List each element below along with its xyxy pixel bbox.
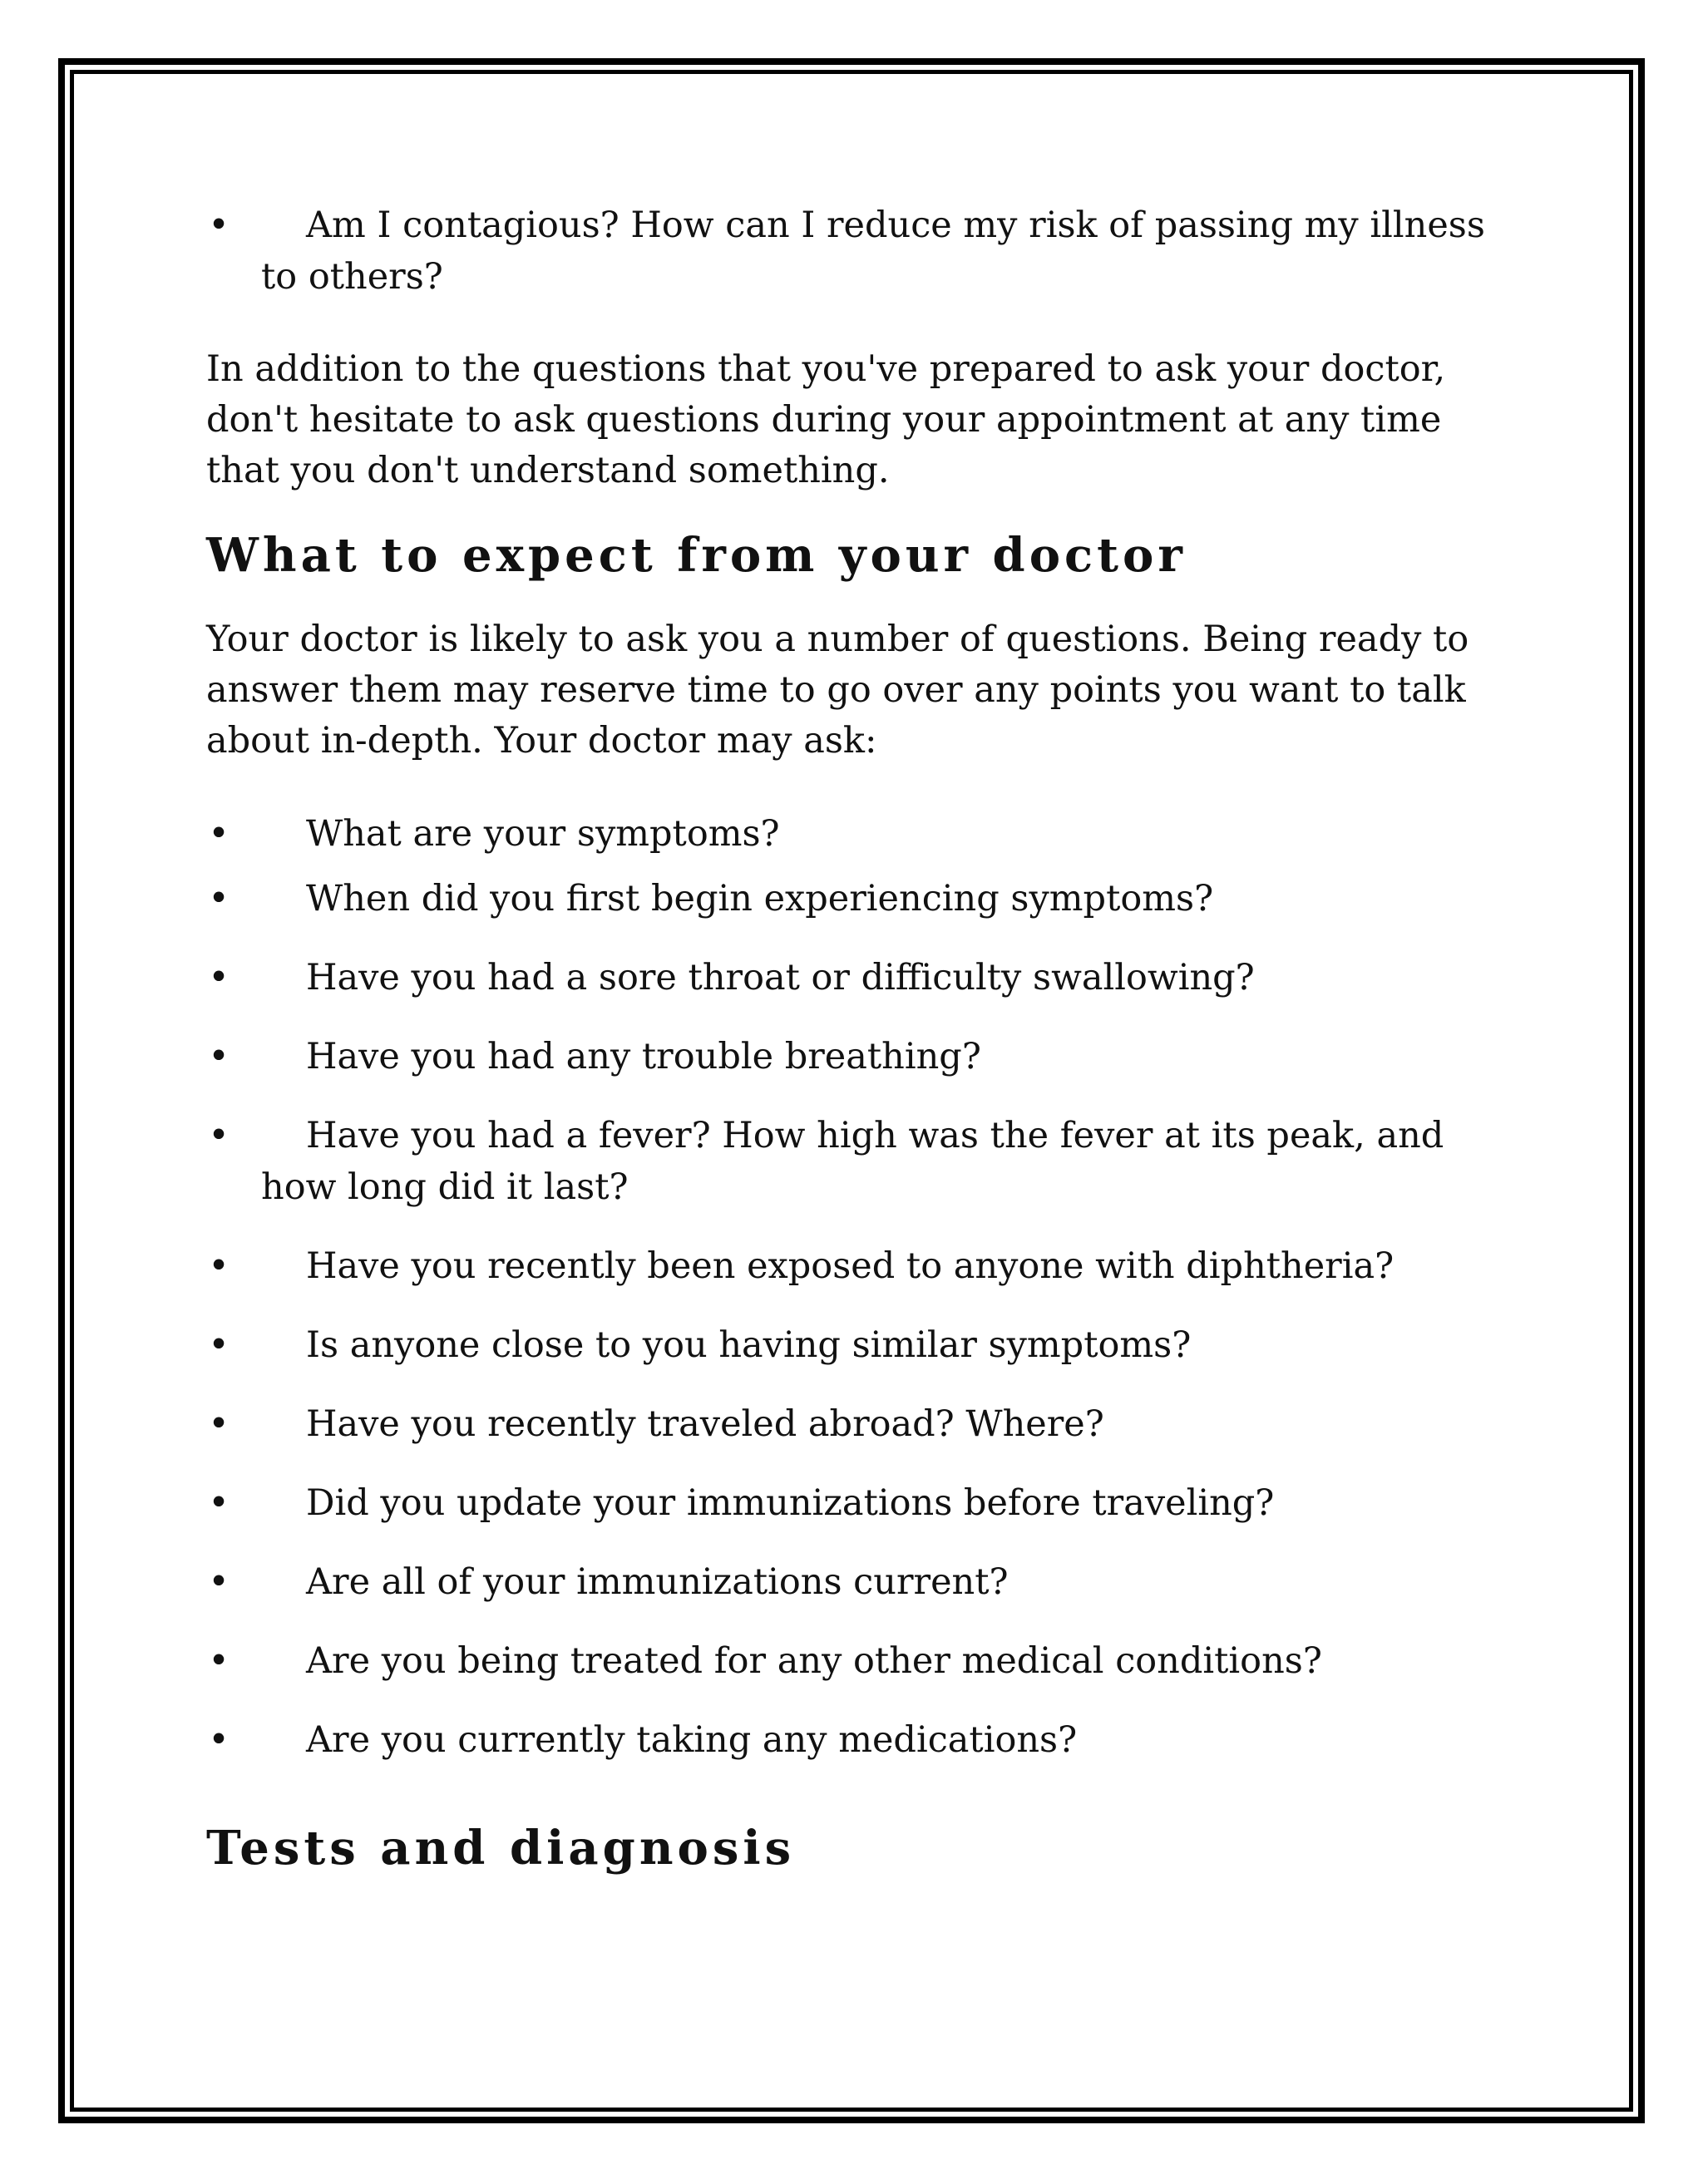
list-item [206,873,1503,924]
bullet-icon: • [208,1245,230,1287]
list-item-text: Have you had any trouble breathing? [306,1036,981,1077]
list-item [206,952,1503,1003]
list-item [206,1398,1503,1450]
section-heading-expect: What to expect from your doctor [206,528,1187,583]
list-item-text: Have you had a fever? How high was the fever at its peak, and how long did it last? [261,1115,1444,1208]
list-item [206,808,1503,860]
page-content [206,200,1503,1877]
list-item-text: What are your symptoms? [306,813,780,855]
bullet-icon: • [208,1640,230,1682]
list-item [206,1319,1503,1371]
list-item [206,1714,1503,1766]
list-item-text: Did you update your immunizations before traveling? [306,1482,1275,1524]
bullet-icon: • [208,1324,230,1366]
list-item [206,1031,1503,1082]
section-heading-tests: Tests and diagnosis [206,1821,796,1876]
bullet-icon: • [208,1561,230,1603]
list-item-text: Am I contagious? How can I reduce my risk of passing my illness to others? [261,205,1485,298]
list-item [206,1477,1503,1529]
bullet-icon: • [208,1115,230,1156]
expect-paragraph: Your doctor is likely to ask you a number of questions. Being ready to answer them may reserve time to go over any points you want to talk about in-depth. Your doctor may ask: [206,619,1469,762]
list-item-text: Are you currently taking any medications? [306,1719,1078,1761]
list-item [206,1240,1503,1292]
list-item [206,1635,1503,1687]
intro-paragraph: In addition to the questions that you've prepared to ask your doctor, don't hesitate to ask questions during your appointment at any time that you don't understand something. [206,348,1446,491]
list-item-text: Have you had a sore throat or difficulty swallowing? [306,957,1255,998]
bullet-icon: • [208,813,230,855]
list-item [206,1556,1503,1608]
list-item [206,1110,1503,1213]
list-item-text: When did you first begin experiencing symptoms? [306,878,1214,919]
bullet-icon: • [208,957,230,998]
bullet-icon: • [208,1403,230,1445]
questions-list [206,808,1503,1766]
bullet-icon: • [208,1036,230,1077]
bullet-icon: • [208,878,230,919]
list-item-text: Is anyone close to you having similar symptoms? [306,1324,1192,1366]
list-item-text: Are all of your immunizations current? [306,1561,1009,1603]
bullet-icon: • [208,1482,230,1524]
list-item [206,200,1503,303]
bullet-icon: • [208,205,230,246]
list-item-text: Have you recently been exposed to anyone with diphtheria? [306,1245,1394,1287]
bullet-icon: • [208,1719,230,1761]
list-item-text: Are you being treated for any other medical conditions? [306,1640,1322,1682]
list-item-text: Have you recently traveled abroad? Where? [306,1403,1104,1445]
